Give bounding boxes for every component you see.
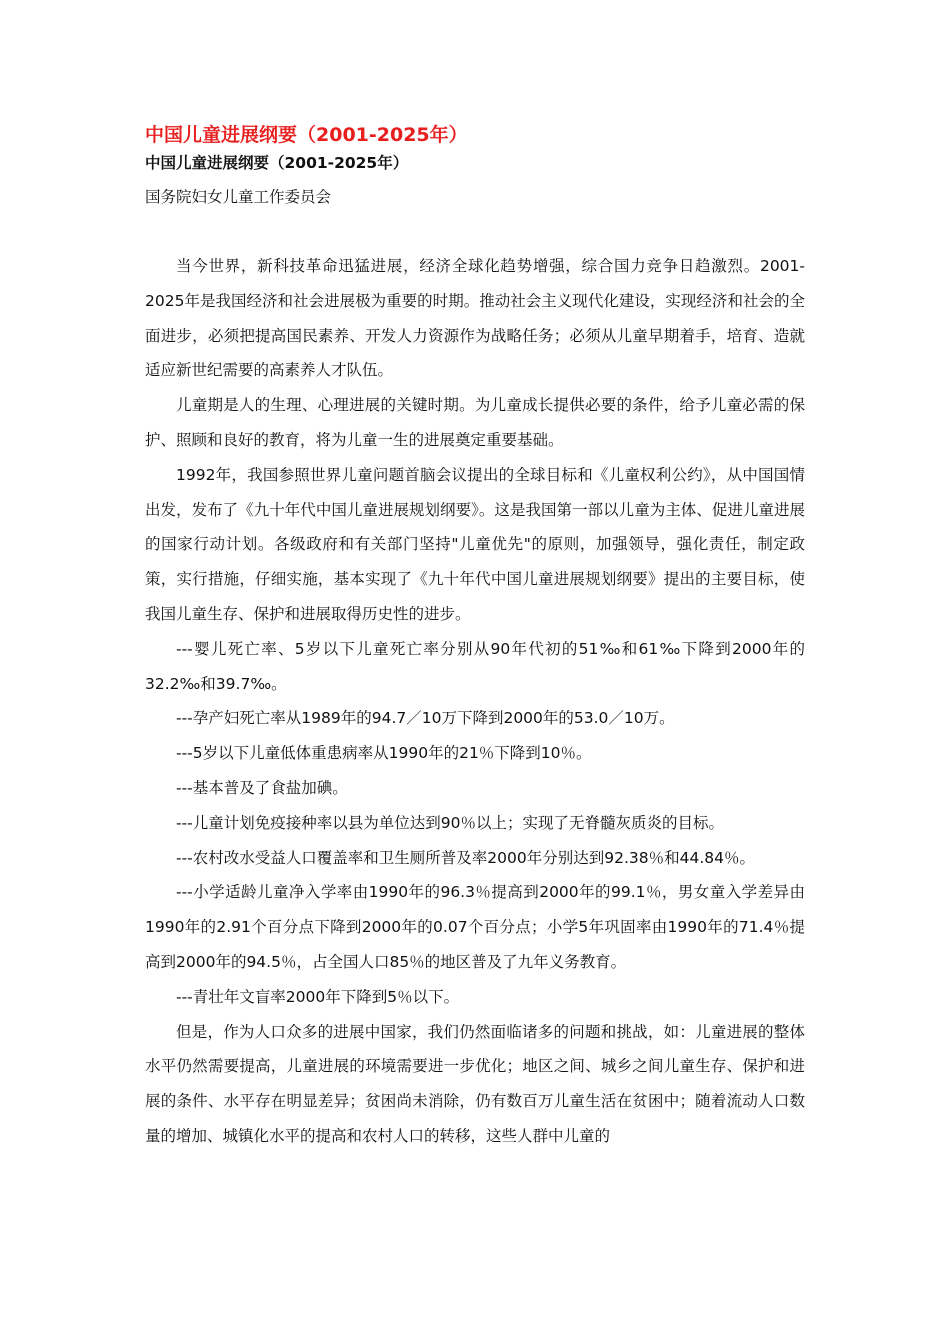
document-title-black: 中国儿童进展纲要（2001-2025年） [145, 154, 409, 172]
paragraph: 儿童期是人的生理、心理进展的关键时期。为儿童成长提供必要的条件，给予儿童必需的保护、照顾和良好的教育，将为儿童一生的进展奠定重要基础。 [145, 396, 805, 449]
achievement-item: ---基本普及了食盐加碘。 [176, 778, 348, 797]
issuing-organization: 国务院妇女儿童工作委员会 [145, 188, 332, 206]
document-body [145, 249, 805, 1154]
document-content [145, 121, 805, 1154]
achievement-item: ---农村改水受益人口覆盖率和卫生厕所普及率2000年分别达到92.38％和44.84％。 [176, 848, 755, 867]
achievement-item: ---儿童计划免疫接种率以县为单位达到90％以上；实现了无脊髓灰质炎的目标。 [176, 813, 725, 832]
paragraph: 1992年，我国参照世界儿童问题首脑会议提出的全球目标和《儿童权利公约》，从中国国情出发，发布了《九十年代中国儿童进展规划纲要》。这是我国第一部以儿童为主体、促进儿童进展的国家行动计划。各级政府和有关部门坚持"儿童优先"的原则，加强领导，强化责任，制定政策，实行措施，仔细实施，基本实现了《九十年代中国儿童进展规划纲要》提出的主要目标，使我国儿童生存、保护和进展取得历史性的进步。 [145, 465, 805, 623]
paragraph: 但是，作为人口众多的进展中国家，我们仍然面临诸多的问题和挑战，如：儿童进展的整体水平仍然需要提高，儿童进展的环境需要进一步优化；地区之间、城乡之间儿童生存、保护和进展的条件、水平存在明显差异；贫困尚未消除，仍有数百万儿童生活在贫困中；随着流动人口数量的增加、城镇化水平的提高和农村人口的转移，这些人群中儿童的 [145, 1022, 805, 1145]
achievement-item: ---青壮年文盲率2000年下降到5％以下。 [176, 987, 460, 1006]
achievement-item: ---小学适龄儿童净入学率由1990年的96.3％提高到2000年的99.1％，男女童入学差异由1990年的2.91个百分点下降到2000年的0.07个百分点；小学5年巩固率由1990年的71.4％提高到2000年的94.5％，占全国人口85％的地区普及了九年义务教育。 [145, 883, 805, 971]
achievement-item: ---婴儿死亡率、5岁以下儿童死亡率分别从90年代初的51‰和61‰下降到2000年的32.2‰和39.7‰。 [145, 639, 805, 693]
achievement-item: ---孕产妇死亡率从1989年的94.7／10万下降到2000年的53.0／10万。 [176, 709, 675, 728]
achievement-item: ---5岁以下儿童低体重患病率从1990年的21％下降到10％。 [176, 744, 592, 763]
paragraph: 当今世界，新科技革命迅猛进展，经济全球化趋势增强，综合国力竞争日趋激烈。2001-2025年是我国经济和社会进展极为重要的时期。推动社会主义现代化建设，实现经济和社会的全面进步，必须把提高国民素养、开发人力资源作为战略任务；必须从儿童早期着手，培育、造就适应新世纪需要的高素养人才队伍。 [145, 257, 805, 380]
document-title-red: 中国儿童进展纲要（2001-2025年） [145, 124, 468, 146]
